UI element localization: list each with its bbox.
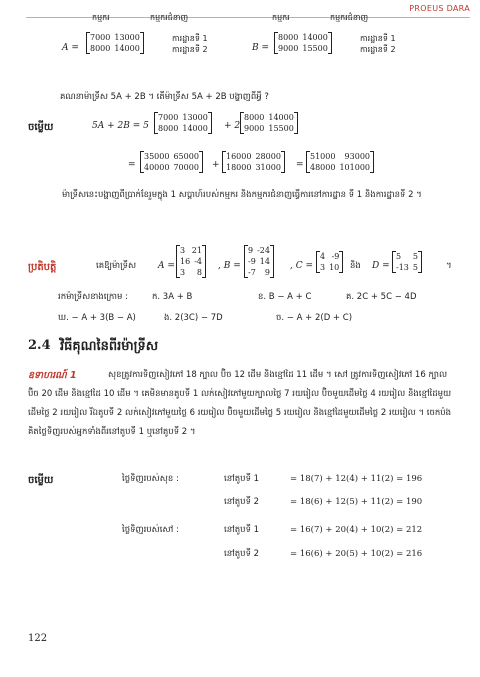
answer-label: ចម្លើយ bbox=[28, 475, 54, 486]
eq-sign-1: = bbox=[128, 160, 136, 170]
ex-d-name: D = bbox=[372, 261, 390, 271]
cell: -9 bbox=[331, 252, 340, 261]
head-skilled-left: កម្មករជំនាញ bbox=[150, 13, 189, 22]
plus-2: + 2 bbox=[224, 121, 241, 131]
cell: 9000 bbox=[278, 44, 299, 53]
matrix-b bbox=[274, 32, 332, 54]
cell: 65000 bbox=[173, 152, 199, 161]
exercise-task: រកម៉ាទ្រីសខាងក្រោម : bbox=[58, 292, 128, 302]
answer-who-1: ថ្លៃទិញរបស់សុខ : bbox=[122, 474, 179, 484]
cell: 8000 bbox=[278, 33, 299, 42]
matrix-a-label-2: ការដ្ឋានទី 2 bbox=[172, 45, 208, 54]
matrix-b-label-1: ការដ្ឋានទី 1 bbox=[360, 34, 396, 43]
cell: 101000 bbox=[339, 163, 370, 172]
matrix-b-label-2: ការដ្ឋានទី 2 bbox=[360, 45, 396, 54]
example-text: សុខត្រូវការទិញសៀវភៅ 18 ក្បាល ប៊ិច 12 ដើម និងខ្មៅដៃ 11 ដើម ។ សៅ ត្រូវការទិញសៀវភៅ 16 ក្បាល ប៊ិច 20 ដើម និងខ្មៅដៃ 10 ដើម ។ គេមិនមានតូបទី 1 លក់សៀវភៅមួយក្បាលថ្លៃ 7 រយរៀល ប៊ិចមួយដើមថ្លៃ 4 រយរៀល និងខ្មៅដៃមួយដើមថ្លៃ 2 រយរៀល រីឯតូបទី 2 លក់សៀវភៅមួយថ្លៃ 6 រយរៀល ប៊ិចមួយដើមថ្លៃ 5 រយរៀល និងខ្មៅដៃមួយដើមថ្លៃ 2 រយរៀល ។ ចេកប៉ងគិតថ្លៃទិញរបស់អ្នកទាំងពីរនៅតូបទី 1 ឬនៅតូបទី 2 ។ bbox=[28, 370, 452, 437]
cell: 7000 bbox=[90, 33, 111, 42]
matrix-a bbox=[86, 32, 144, 54]
matrix-sum bbox=[306, 151, 374, 173]
cell: 18000 bbox=[226, 163, 252, 172]
cell: 13000 bbox=[114, 33, 140, 42]
head-worker-right: កម្មករ bbox=[272, 13, 290, 22]
answer-calc-2: = 18(6) + 12(5) + 11(2) = 190 bbox=[290, 497, 423, 507]
header-brand: PROEUS DARA bbox=[409, 4, 470, 13]
answer-shop-4: នៅតូបទី 2 bbox=[224, 549, 260, 559]
answer-calc-1: = 18(7) + 12(4) + 11(2) = 196 bbox=[290, 474, 423, 484]
cell: 8 bbox=[196, 268, 202, 277]
cell: -24 bbox=[257, 246, 270, 255]
ex-a-name: A = bbox=[158, 261, 175, 271]
cell: 5 bbox=[412, 263, 418, 272]
ex-item-6: ច. − A + 2(D + C) bbox=[276, 313, 353, 323]
cell: 15500 bbox=[302, 44, 328, 53]
cell: 48000 bbox=[310, 163, 336, 172]
matrix-a-label-1: ការដ្ឋានទី 1 bbox=[172, 34, 208, 43]
matrix-a-repeat bbox=[154, 112, 212, 134]
ex-b-name: , B = bbox=[218, 261, 241, 271]
section-number: 2.4 bbox=[28, 338, 51, 353]
plus-sign: + bbox=[212, 160, 220, 170]
answer-shop-3: នៅតូបទី 1 bbox=[224, 525, 260, 535]
solution-label: ចម្លើយ bbox=[28, 122, 54, 133]
exercise-label: ប្រតិបត្តិ bbox=[28, 262, 57, 273]
ex-item-1: ក. 3A + B bbox=[152, 292, 193, 302]
cell: 13000 bbox=[182, 113, 208, 122]
cell: 16000 bbox=[226, 152, 252, 161]
cell: 7000 bbox=[158, 113, 179, 122]
cell: 3 bbox=[320, 263, 326, 272]
ex-item-2: ខ. B − A + C bbox=[258, 292, 312, 302]
head-skilled-right: កម្មករជំនាញ bbox=[330, 13, 369, 22]
ex-item-4: ឃ. − A + 3(B − A) bbox=[58, 313, 136, 323]
cell: 14000 bbox=[114, 44, 140, 53]
cell: 8000 bbox=[90, 44, 111, 53]
exercise-intro: គេឱ្យម៉ាទ្រីស bbox=[96, 261, 137, 271]
cell: 93000 bbox=[344, 152, 370, 161]
cell: -4 bbox=[194, 257, 202, 266]
cell: 40000 bbox=[144, 163, 170, 172]
ex-matrix-b bbox=[244, 245, 274, 278]
solution-lhs: 5A + 2B = 5 bbox=[92, 121, 149, 131]
matrix-b-name: B = bbox=[252, 43, 270, 53]
cell: 14000 bbox=[302, 33, 328, 42]
ex-end: ។ bbox=[446, 261, 452, 271]
cell: 8000 bbox=[158, 124, 179, 133]
cell: 31000 bbox=[255, 163, 281, 172]
cell: -13 bbox=[396, 263, 409, 272]
cell: 51000 bbox=[310, 152, 336, 161]
section-title: វិធីគុណនៃពីរម៉ាទ្រីស bbox=[60, 339, 159, 354]
cell: 3 bbox=[180, 268, 186, 277]
cell: 21 bbox=[191, 246, 202, 255]
matrix-b-repeat bbox=[240, 112, 298, 134]
ex-item-5: ង. 2(3C) − 7D bbox=[164, 313, 223, 323]
answer-calc-4: = 16(6) + 20(5) + 10(2) = 216 bbox=[290, 549, 423, 559]
ex-matrix-c bbox=[316, 251, 343, 273]
cell: 70000 bbox=[173, 163, 199, 172]
cell: 8000 bbox=[244, 113, 265, 122]
answer-who-3: ថ្លៃទិញរបស់សៅ : bbox=[122, 525, 179, 535]
ex-item-3: គ. 2C + 5C − 4D bbox=[346, 292, 417, 302]
cell: 5 bbox=[396, 252, 402, 261]
cell: 3 bbox=[180, 246, 186, 255]
ex-matrix-a bbox=[176, 245, 206, 278]
cell: 9 bbox=[248, 246, 254, 255]
eq-sign-2: = bbox=[296, 160, 304, 170]
cell: -7 bbox=[248, 268, 256, 277]
page-number: 122 bbox=[28, 633, 48, 644]
cell: 9000 bbox=[244, 124, 265, 133]
solution-explanation: ម៉ាទ្រីសនេះបង្ហាញពីប្រាក់ខែរួមក្នុង 1 សប្ដាហ៍របស់កម្មករ និងកម្មករជំនាញធ្វើការនៅការដ្ឋាន ទី 1 និងការដ្ឋានទី 2 ។ bbox=[62, 190, 422, 200]
answer-calc-3: = 16(7) + 20(4) + 10(2) = 212 bbox=[290, 525, 423, 535]
cell: 5 bbox=[412, 252, 418, 261]
matrix-2b bbox=[222, 151, 285, 173]
cell: 10 bbox=[329, 263, 340, 272]
ex-and: និង bbox=[350, 261, 361, 271]
cell: 28000 bbox=[255, 152, 281, 161]
head-worker-left: កម្មករ bbox=[92, 13, 110, 22]
cell: -9 bbox=[248, 257, 256, 266]
example-label: ឧទាហរណ៍ 1 bbox=[28, 370, 77, 381]
cell: 9 bbox=[264, 268, 270, 277]
matrix-5a bbox=[140, 151, 203, 173]
answer-shop-1: នៅតូបទី 1 bbox=[224, 474, 260, 484]
cell: 14000 bbox=[268, 113, 294, 122]
answer-shop-2: នៅតូបទី 2 bbox=[224, 497, 260, 507]
ex-c-name: , C = bbox=[290, 261, 314, 271]
cell: 15500 bbox=[268, 124, 294, 133]
matrix-a-name: A = bbox=[62, 43, 79, 53]
cell: 14000 bbox=[182, 124, 208, 133]
cell: 16 bbox=[180, 257, 191, 266]
cell: 14 bbox=[259, 257, 270, 266]
question-text: គណនាម៉ាទ្រីស 5A + 2B ។ តើម៉ាទ្រីស 5A + 2B បង្ហាញពីអ្វី ? bbox=[60, 92, 269, 102]
ex-matrix-d bbox=[392, 251, 422, 273]
cell: 35000 bbox=[144, 152, 170, 161]
cell: 4 bbox=[320, 252, 326, 261]
